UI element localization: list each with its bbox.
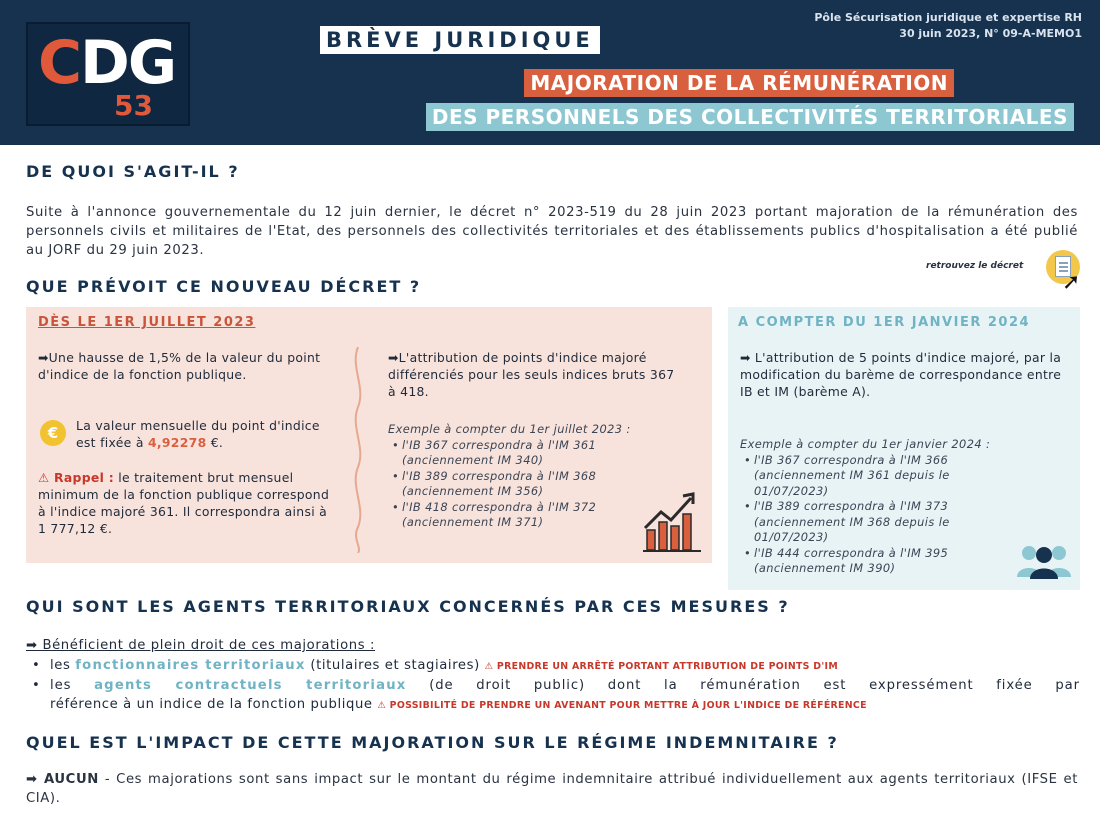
list-item: • l'IB 389 correspondra à l'IM 368 (anciennement IM 356) (392, 469, 654, 500)
hausse-text: ➡Une hausse de 1,5% de la valeur du point d'indice de la fonction publique. (38, 350, 321, 382)
item2-line2-text: référence à un indice de la fonction publique (50, 697, 378, 712)
logo-number: 53 (114, 89, 153, 122)
item1-content (26, 658, 838, 673)
section4-body: - Ces majorations sont sans impact sur le montant du régime indemnitaire attribué individuellement aux agents territoriaux (IFSE et CIA). (26, 772, 1079, 806)
wavy-divider (348, 347, 368, 553)
breve-juridique-label: BRÈVE JURIDIQUE (320, 26, 600, 54)
exemple-janvier-title: Exemple à compter du 1er janvier 2024 : (740, 437, 991, 451)
main-title-line1: MAJORATION DE LA RÉMUNÉRATION (524, 69, 954, 97)
bullet: • (32, 658, 41, 673)
rappel-text (38, 469, 338, 537)
exemple-janvier (740, 437, 1040, 577)
section3-heading: QUI SONT LES AGENTS TERRITORIAUX CONCERNÉS PAR CES MESURES ? (26, 597, 790, 616)
list-item: • l'IB 418 correspondra à l'IM 372 (anciennement IM 371) (392, 500, 654, 531)
item1-highlight: fonctionnaires territoriaux (75, 658, 306, 673)
list-item-contractuels (26, 676, 1080, 695)
section2-heading: QUE PRÉVOIT CE NOUVEAU DÉCRET ? (26, 277, 422, 296)
item2-warning: ⚠ POSSIBILITÉ DE PRENDRE UN AVENANT POUR METTRE À JOUR L'INDICE DE RÉFÉRENCE (377, 700, 867, 711)
valeur-text (76, 417, 334, 451)
item1-warning: ⚠ PRENDRE UN ARRÊTÉ PORTANT ATTRIBUTION DE POINTS D'IM (484, 661, 838, 672)
bullet: • (32, 678, 41, 693)
exemple-juillet-title: Exemple à compter du 1er juillet 2023 : (388, 422, 631, 436)
retrouvez-decret-link[interactable]: retrouvez le décret (926, 261, 1024, 271)
header (0, 0, 1100, 145)
rappel-body: le traitement brut mensuel minimum de la fonction publique correspond à l'indice majoré 361. Il correspondra ainsi à 1 777,12 €. (38, 470, 330, 536)
juillet-heading: DÈS LE 1ER JUILLET 2023 (38, 315, 256, 330)
aucun-label: ➡ AUCUN (26, 772, 99, 787)
logo-letter-c: C (38, 28, 81, 98)
list-item: • l'IB 367 correspondra à l'IM 361 (anciennement IM 340) (392, 438, 654, 469)
juillet-box (26, 307, 712, 563)
attribution-juillet-text: ➡L'attribution de points d'indice majoré différenciés pour les seuls indices bruts 367 à 418. (388, 350, 675, 399)
logo-letters (38, 28, 175, 98)
section4-text (26, 770, 1078, 808)
item1-pre: les (50, 658, 76, 673)
pole-line1: Pôle Sécurisation juridique et expertise RH (814, 11, 1082, 24)
section1-heading: DE QUOI S'AGIT-IL ? (26, 162, 240, 181)
attribution-janvier-text: ➡ L'attribution de 5 points d'indice majoré, par la modification du barème de correspondance entre IB et IM (barème A). (740, 350, 1062, 399)
list-item: • l'IB 389 correspondra à l'IM 373 (anciennement IM 368 depuis le 01/07/2023) (744, 499, 1006, 546)
people-icon (1015, 543, 1073, 579)
item2-highlight: agents contractuels territoriaux (94, 678, 407, 693)
pole-info (814, 10, 1082, 42)
valeur-post: €. (206, 435, 224, 450)
janvier-box (728, 307, 1080, 590)
valeur-amount: 4,92278 (147, 435, 207, 450)
item2-pre: les (50, 678, 95, 693)
main-title-line2: DES PERSONNELS DES COLLECTIVITÉS TERRITORIALES (426, 103, 1074, 131)
cdg53-logo (26, 22, 190, 126)
logo-letter-d: D (80, 28, 128, 98)
item2-content (26, 678, 1080, 693)
rappel-label: ⚠ Rappel : (38, 470, 114, 485)
section4-heading: QUEL EST L'IMPACT DE CETTE MAJORATION SUR LE RÉGIME INDEMNITAIRE ? (26, 733, 839, 752)
logo-letter-g: G (127, 28, 176, 98)
item2-post: (de droit public) dont la rémunération est expressément fixée par (406, 678, 1080, 693)
list-item-fonctionnaires (26, 656, 1080, 676)
item1-post: (titulaires et stagiaires) (305, 658, 485, 673)
list-item: • l'IB 444 correspondra à l'IM 395 (anciennement IM 390) (744, 546, 1006, 577)
growth-chart-icon (643, 490, 703, 554)
euro-icon: € (40, 420, 66, 446)
cursor-icon: ➚ (1062, 270, 1081, 295)
beneficient-intro: ➡ Bénéficient de plein droit de ces majorations : (26, 638, 375, 653)
janvier-heading: A COMPTER DU 1ER JANVIER 2024 (738, 315, 1031, 330)
list-item: • l'IB 367 correspondra à l'IM 366 (anciennement IM 361 depuis le 01/07/2023) (744, 453, 1006, 500)
valeur-pre: La valeur mensuelle du point d'indice est fixée à (76, 418, 320, 450)
exemple-janvier-list (744, 453, 1040, 577)
pole-line2: 30 juin 2023, N° 09-A-MEMO1 (899, 27, 1082, 40)
item2-line2 (50, 695, 1080, 715)
section1-text: Suite à l'annonce gouvernementale du 12 juin dernier, le décret n° 2023-519 du 28 juin 2023 portant majoration de la rémunération des personnels civils et militaires de l'Etat, des personnels des collectivités territoriales et des établissements publics d'hospitalisation a été publié au JORF du 29 juin 2023. (26, 205, 1078, 258)
